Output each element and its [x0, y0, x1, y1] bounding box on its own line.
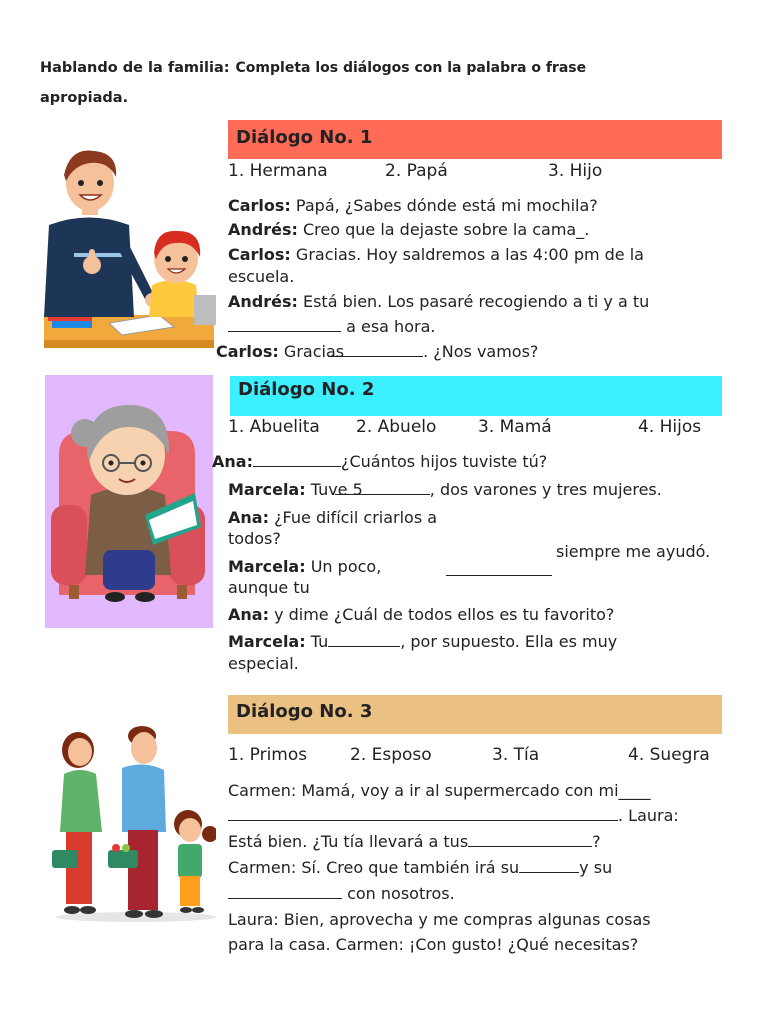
- dialog-line: para la casa. Carmen: ¡Con gusto! ¿Qué necesitas?: [228, 935, 639, 954]
- answer-blank[interactable]: [253, 452, 341, 467]
- answer-blank[interactable]: [446, 575, 552, 576]
- dialog-line: Está bien. ¿Tu tía llevará a tus ?: [228, 832, 601, 851]
- option-item: 4. Suegra: [628, 745, 710, 765]
- answer-blank[interactable]: [228, 884, 342, 899]
- answer-blank[interactable]: [335, 480, 430, 495]
- answer-blank[interactable]: [328, 632, 400, 647]
- worksheet-title: Hablando de la familia: Completa los diálogos con la palabra o frase: [40, 60, 587, 76]
- grandmother-reading-illustration: [45, 375, 213, 628]
- option-item: 3. Tía: [492, 745, 540, 765]
- dialog-line: Andrés: Creo que la dejaste sobre la cama_.: [228, 220, 590, 239]
- dialog-line: todos?: [228, 529, 281, 548]
- dialog-line: escuela.: [228, 267, 295, 286]
- dialog-line: Marcela: Tu , por supuesto. Ella es muy: [228, 632, 618, 651]
- dialog-line: especial.: [228, 654, 299, 673]
- dialog-3-heading-bar: [228, 695, 722, 734]
- option-item: 1. Primos: [228, 745, 308, 765]
- option-item: 2. Abuelo: [356, 417, 437, 437]
- dialog-line: Ana: ¿Fue difícil criarlos a: [228, 508, 438, 527]
- dialog-line: . Laura:: [228, 805, 679, 827]
- answer-blank[interactable]: [228, 806, 618, 821]
- dialog-line: a esa hora.: [228, 316, 435, 338]
- option-item: 3. Hijo: [548, 161, 603, 181]
- family-shopping-illustration: [46, 722, 216, 924]
- instruction-text-cont: apropiada.: [40, 90, 129, 106]
- dialog-line: Carmen: Mamá, voy a ir al supermercado con mi____: [228, 781, 651, 800]
- dialog-1-options: [228, 161, 603, 181]
- dialog-2-heading-bar: [230, 376, 722, 416]
- option-item: 4. Hijos: [638, 417, 702, 437]
- dialog-2-heading: Diálogo No. 2: [238, 379, 375, 400]
- dialog-line: Carlos: Gracias . ¿Nos vamos?: [216, 342, 539, 361]
- dialog-1-heading-bar: [228, 120, 722, 159]
- instruction-text: Completa los diálogos con la palabra o frase: [235, 60, 587, 76]
- dialog-line: Ana: y dime ¿Cuál de todos ellos es tu favorito?: [228, 605, 615, 624]
- answer-blank[interactable]: [468, 832, 592, 847]
- dialog-line: Carmen: Sí. Creo que también irá su y su: [228, 858, 613, 877]
- dialog-line: Laura: Bien, aprovecha y me compras algunas cosas: [228, 910, 651, 929]
- option-item: 3. Mamá: [478, 417, 552, 437]
- dialog-line: Ana: ¿Cuántos hijos tuviste tú?: [212, 452, 548, 471]
- option-item: 2. Esposo: [350, 745, 432, 765]
- dialog-line: Carlos: Gracias. Hoy saldremos a las 4:00 pm de la: [228, 245, 644, 264]
- dialog-1-heading: Diálogo No. 1: [236, 127, 373, 148]
- option-item: 1. Hermana: [228, 161, 328, 181]
- dialog-line: Andrés: Está bien. Los pasaré recogiendo a ti y a tu: [228, 292, 650, 311]
- dialog-line: aunque tu: [228, 578, 310, 597]
- dialog-3-heading: Diálogo No. 3: [236, 701, 373, 722]
- dialog-line: Marcela: Un poco,: [228, 557, 382, 576]
- dialog-line: siempre me ayudó.: [556, 542, 711, 561]
- dialog-line: Marcela: Tuve 5 , dos varones y tres mujeres.: [228, 480, 662, 499]
- dialog-line: Carlos: Papá, ¿Sabes dónde está mi mochila?: [228, 196, 598, 215]
- dialog-line: con nosotros.: [228, 883, 455, 905]
- option-item: 2. Papá: [385, 161, 448, 181]
- answer-blank[interactable]: [328, 342, 423, 357]
- dialog-2-options: [228, 417, 702, 437]
- answer-blank[interactable]: [519, 858, 579, 873]
- dialog-3-options: [228, 745, 710, 765]
- father-son-studying-illustration: [44, 145, 216, 350]
- answer-blank[interactable]: [228, 317, 341, 332]
- option-item: 1. Abuelita: [228, 417, 320, 437]
